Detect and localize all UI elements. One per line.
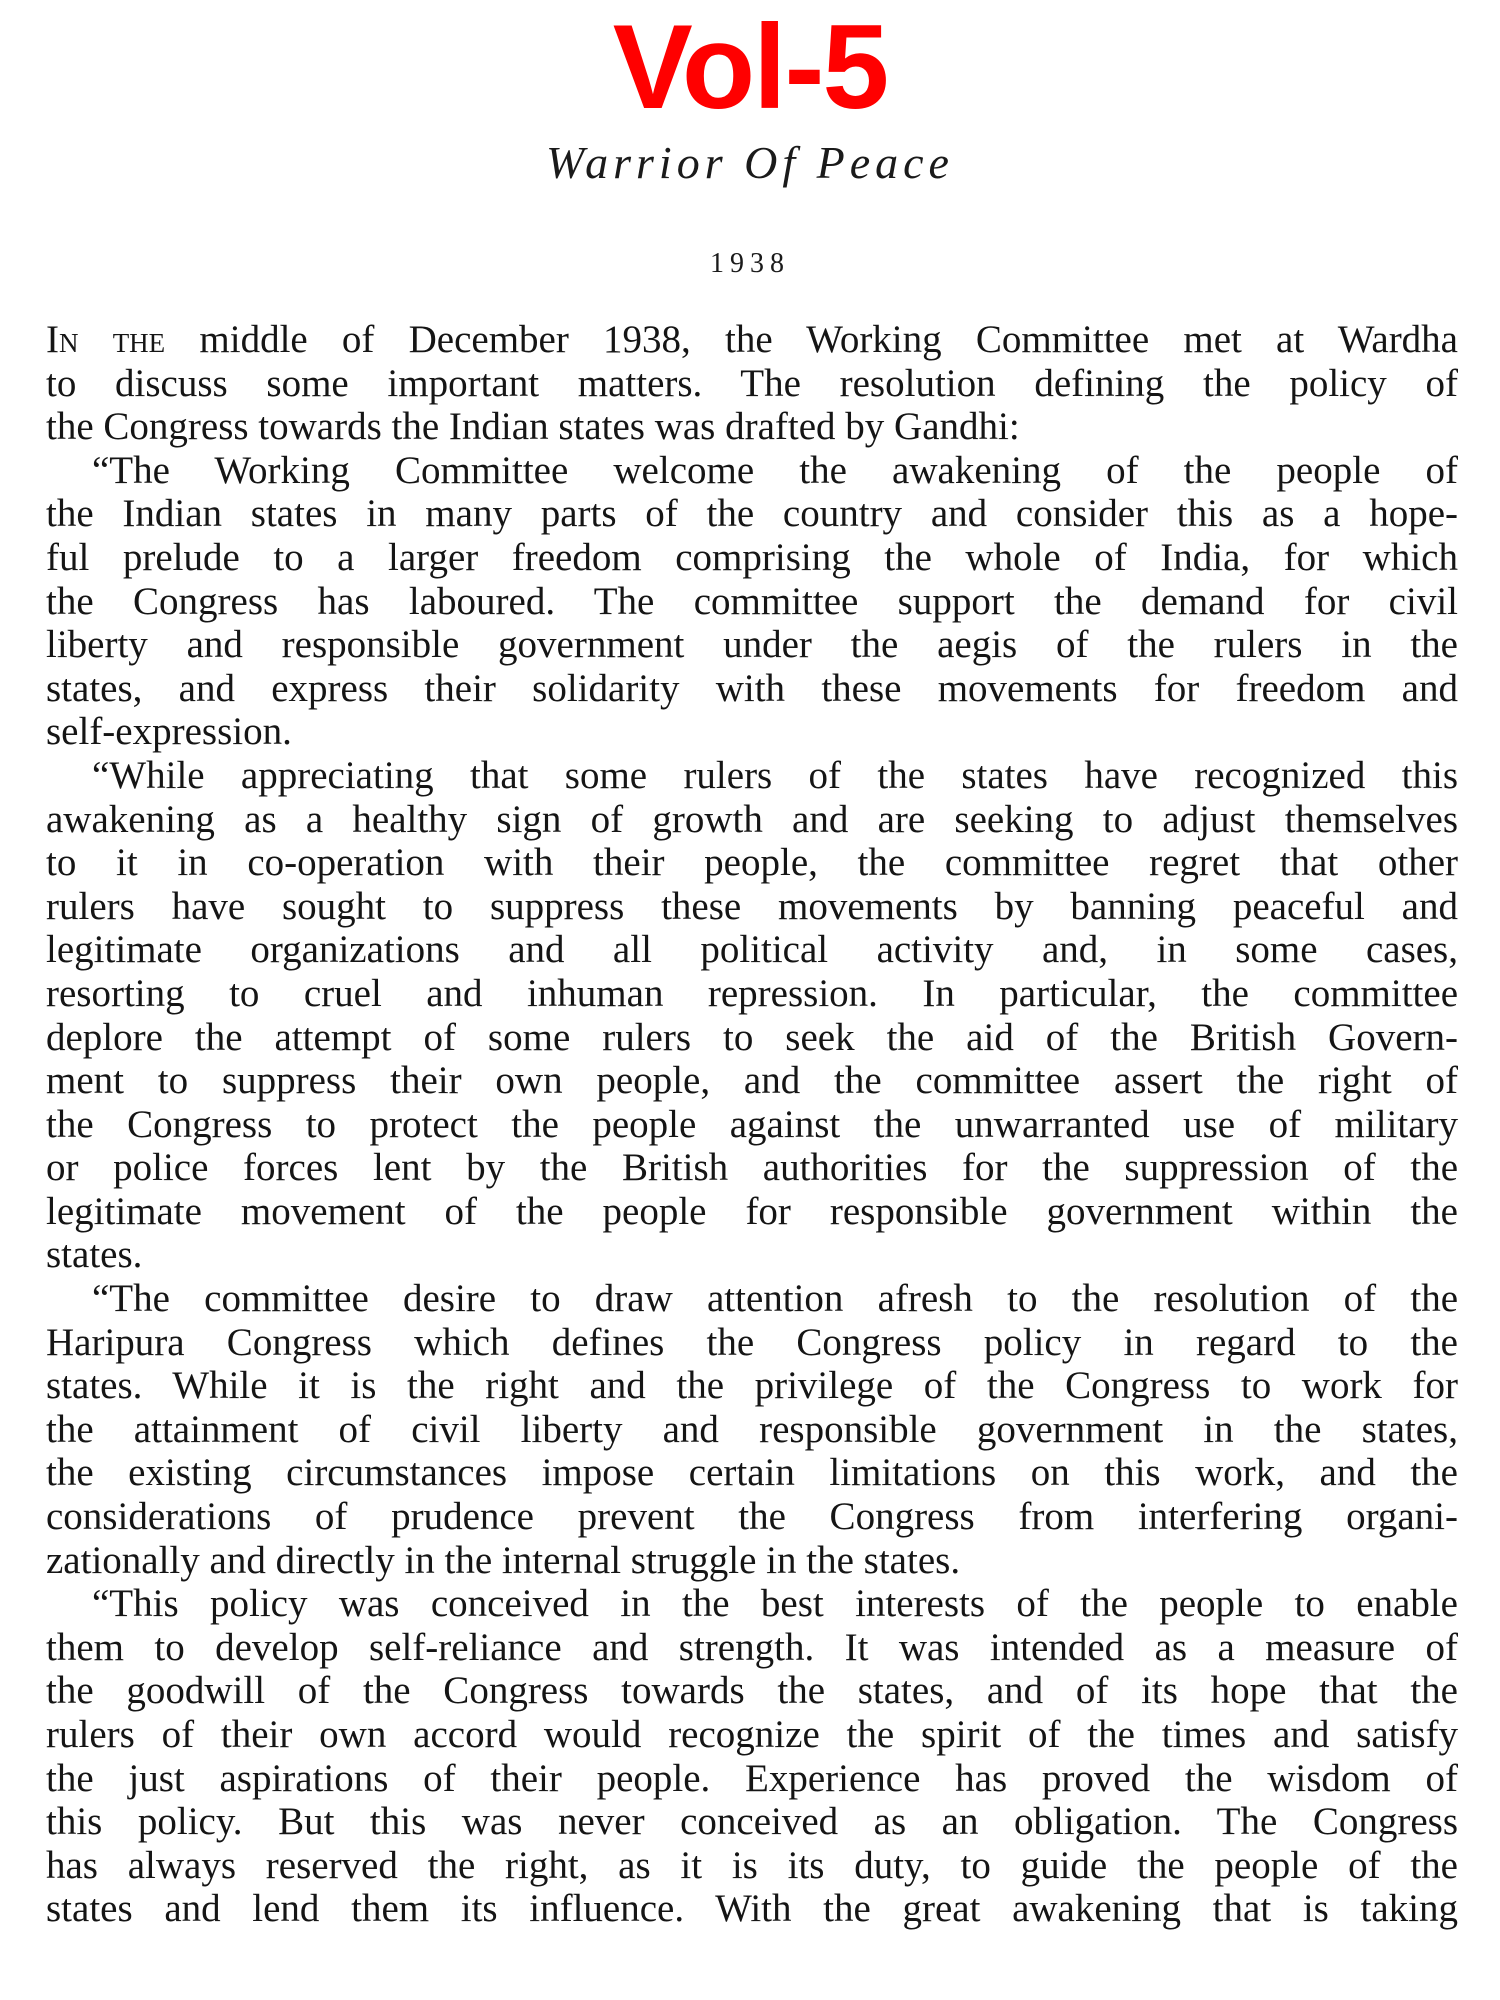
- text-line: or police forces lent by the British authorities for the suppression of the: [46, 1146, 1458, 1190]
- text-line-content: middle of December 1938, the Working Committee met at Wardha: [165, 318, 1458, 361]
- book-subtitle: Warrior Of Peace: [546, 137, 954, 188]
- text-line: the attainment of civil liberty and responsible government in the states,: [46, 1407, 1458, 1451]
- paragraph-start-line: “The committee desire to draw attention afresh to the resolution of the: [92, 1277, 1458, 1321]
- paragraph-start-line: “The Working Committee welcome the awakening of the people of: [92, 448, 1458, 492]
- text-line: self-expression.: [46, 710, 292, 754]
- text-line: states. While it is the right and the privilege of the Congress to work for: [46, 1364, 1458, 1408]
- text-line: the Congress has laboured. The committee support the demand for civil: [46, 579, 1458, 623]
- text-line: rulers of their own accord would recognize the spirit of the times and satisfy: [46, 1713, 1458, 1756]
- text-line: legitimate movement of the people for responsible government within the: [46, 1189, 1458, 1233]
- text-line: to it in co-operation with their people, the committee regret that other: [46, 841, 1458, 885]
- volume-label: Vol-5: [612, 0, 888, 134]
- text-line: the just aspirations of their people. Experience has proved the wisdom of: [46, 1756, 1458, 1800]
- text-line: deplore the attempt of some rulers to seek the aid of the British Govern-: [46, 1015, 1458, 1059]
- text-line: the Congress towards the Indian states was drafted by Gandhi:: [46, 405, 1020, 449]
- text-line: [46, 318, 1458, 362]
- text-line: awakening as a healthy sign of growth and are seeking to adjust themselves: [46, 797, 1458, 841]
- text-line: the Indian states in many parts of the country and consider this as a hope-: [46, 492, 1458, 536]
- chapter-body: [46, 318, 1458, 1931]
- paragraph-start-line: “This policy was conceived in the best interests of the people to enable: [92, 1582, 1458, 1626]
- text-line: ful prelude to a larger freedom comprising the whole of India, for which: [46, 535, 1458, 579]
- text-line: them to develop self-reliance and strength. It was intended as a measure of: [46, 1625, 1458, 1669]
- chapter-year: 1938: [710, 248, 790, 279]
- paragraph-start-line: “While appreciating that some rulers of the states have recognized this: [92, 753, 1458, 797]
- text-line: rulers have sought to suppress these movements by banning peaceful and: [46, 884, 1458, 928]
- text-line: states.: [46, 1233, 143, 1277]
- text-line: Haripura Congress which defines the Congress policy in regard to the: [46, 1320, 1458, 1364]
- text-line: has always reserved the right, as it is its duty, to guide the people of the: [46, 1843, 1458, 1887]
- text-line: the goodwill of the Congress towards the states, and of its hope that the: [46, 1669, 1458, 1713]
- text-line: the Congress to protect the people against the unwarranted use of military: [46, 1102, 1458, 1146]
- text-line: resorting to cruel and inhuman repression. In particular, the committee: [46, 971, 1458, 1015]
- text-line: this policy. But this was never conceived as an obligation. The Congress: [46, 1800, 1458, 1844]
- text-line: liberty and responsible government under the aegis of the rulers in the: [46, 623, 1458, 667]
- text-line: states, and express their solidarity with these movements for freedom and: [46, 666, 1458, 710]
- text-line: the existing circumstances impose certain limitations on this work, and the: [46, 1451, 1458, 1495]
- text-line: legitimate organizations and all political activity and, in some cases,: [46, 928, 1458, 972]
- text-line: zationally and directly in the internal struggle in the states.: [46, 1538, 961, 1582]
- text-line: ment to suppress their own people, and the committee assert the right of: [46, 1059, 1458, 1103]
- text-line: to discuss some important matters. The resolution defining the policy of: [46, 361, 1458, 405]
- text-line: states and lend them its influence. With the great awakening that is taking: [46, 1887, 1458, 1931]
- lead-in-smallcaps: In the: [46, 318, 166, 361]
- text-line: considerations of prudence prevent the Congress from interfering organi-: [46, 1495, 1458, 1539]
